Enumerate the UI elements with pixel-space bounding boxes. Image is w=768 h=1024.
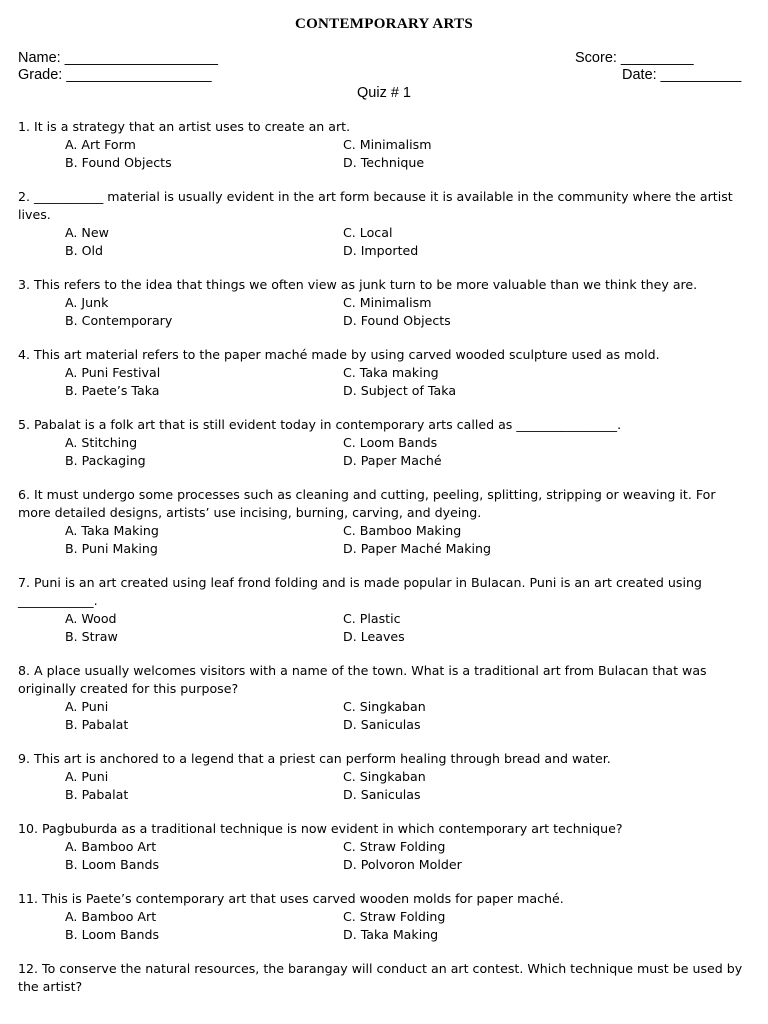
question-item [18, 750, 750, 804]
answer-choice: B. Paete’s Taka [65, 383, 160, 398]
answer-choice: D. Taka Making [343, 927, 439, 942]
question-item [18, 890, 750, 944]
answer-choice: C. Singkaban [343, 769, 426, 784]
answer-choice: A. Puni Festival [65, 365, 161, 380]
question-item [18, 188, 750, 260]
answer-choice: B. Straw [65, 629, 118, 644]
answer-choice: D. Found Objects [343, 313, 451, 328]
answer-choice: C. Singkaban [343, 699, 426, 714]
answer-choice: D. Paper Maché Making [343, 541, 491, 556]
answer-choice: B. Packaging [65, 453, 146, 468]
answer-choice: C. Minimalism [343, 137, 432, 152]
choice-group [18, 522, 750, 558]
question-text: 11. This is Paete’s contemporary art that uses carved wooden molds for paper maché. [18, 891, 564, 906]
score-field: Score: _________ [575, 50, 694, 66]
choice-group [18, 364, 750, 400]
answer-choice: A. Taka Making [65, 523, 159, 538]
choice-group [18, 838, 750, 874]
answer-choice: C. Straw Folding [343, 839, 446, 854]
answer-choice: D. Saniculas [343, 717, 421, 732]
question-item [18, 416, 750, 470]
answer-choice: B. Loom Bands [65, 857, 160, 872]
question-text: 8. A place usually welcomes visitors with a name of the town. What is a traditional art from Bulacan that was originally created for this purpose? [18, 663, 707, 696]
choice-group [18, 434, 750, 470]
answer-choice: B. Old [65, 243, 104, 258]
choice-group [18, 768, 750, 804]
answer-choice: D. Saniculas [343, 787, 421, 802]
answer-choice: B. Puni Making [65, 541, 158, 556]
choice-group [18, 224, 750, 260]
question-text: 1. It is a strategy that an artist uses to create an art. [18, 119, 351, 134]
date-field: Date: __________ [622, 67, 742, 83]
answer-choice: D. Imported [343, 243, 419, 258]
answer-choice: D. Subject of Taka [343, 383, 457, 398]
answer-choice: B. Loom Bands [65, 927, 160, 942]
question-item [18, 118, 750, 172]
quiz-label: Quiz # 1 [357, 85, 411, 101]
answer-choice: A. Puni [65, 699, 109, 714]
question-list [18, 118, 750, 1012]
question-item [18, 960, 750, 996]
question-text: 2. ___________ material is usually evident in the art form because it is available in the community where the artist lives. [18, 189, 733, 222]
answer-choice: D. Paper Maché [343, 453, 442, 468]
choice-group [18, 136, 750, 172]
question-text: 7. Puni is an art created using leaf frond folding and is made popular in Bulacan. Puni is an art created using ____________. [18, 575, 702, 608]
answer-choice: A. Junk [65, 295, 109, 310]
answer-choice: D. Technique [343, 155, 425, 170]
answer-choice: B. Found Objects [65, 155, 172, 170]
question-item [18, 662, 750, 734]
question-text: 4. This art material refers to the paper maché made by using carved wooded sculpture used as mold. [18, 347, 660, 362]
answer-choice: A. New [65, 225, 109, 240]
question-item [18, 820, 750, 874]
answer-choice: C. Minimalism [343, 295, 432, 310]
question-text: 3. This refers to the idea that things we often view as junk turn to be more valuable than we think they are. [18, 277, 698, 292]
question-item [18, 574, 750, 646]
answer-choice: C. Straw Folding [343, 909, 446, 924]
question-text: 5. Pabalat is a folk art that is still evident today in contemporary arts called as ________________. [18, 417, 622, 432]
question-text: 10. Pagbuburda as a traditional technique is now evident in which contemporary art technique? [18, 821, 623, 836]
answer-choice: A. Puni [65, 769, 109, 784]
question-item [18, 276, 750, 330]
answer-choice: C. Taka making [343, 365, 439, 380]
answer-choice: A. Wood [65, 611, 117, 626]
answer-choice: A. Bamboo Art [65, 839, 157, 854]
question-item [18, 486, 750, 558]
choice-group [18, 908, 750, 944]
question-text: 9. This art is anchored to a legend that a priest can perform healing through bread and water. [18, 751, 611, 766]
grade-field: Grade: __________________ [18, 67, 212, 83]
question-text: 6. It must undergo some processes such as cleaning and cutting, peeling, splitting, stripping or weaving it. For more detailed designs, artists’ use incising, burning, carving, and dyeing. [18, 487, 716, 520]
answer-choice: D. Leaves [343, 629, 405, 644]
answer-choice: A. Stitching [65, 435, 138, 450]
answer-choice: C. Loom Bands [343, 435, 438, 450]
answer-choice: C. Plastic [343, 611, 401, 626]
answer-choice: B. Pabalat [65, 717, 129, 732]
answer-choice: C. Local [343, 225, 393, 240]
name-field: Name: ___________________ [18, 50, 218, 66]
answer-choice: C. Bamboo Making [343, 523, 462, 538]
answer-choice: D. Polvoron Molder [343, 857, 462, 872]
question-item [18, 346, 750, 400]
answer-choice: A. Art Form [65, 137, 136, 152]
document-title: CONTEMPORARY ARTS [294, 16, 474, 32]
choice-group [18, 698, 750, 734]
choice-group [18, 610, 750, 646]
choice-group [18, 294, 750, 330]
question-text: 12. To conserve the natural resources, the barangay will conduct an art contest. Which technique must be used by the artist? [18, 961, 743, 994]
answer-choice: B. Contemporary [65, 313, 173, 328]
answer-choice: B. Pabalat [65, 787, 129, 802]
answer-choice: A. Bamboo Art [65, 909, 157, 924]
